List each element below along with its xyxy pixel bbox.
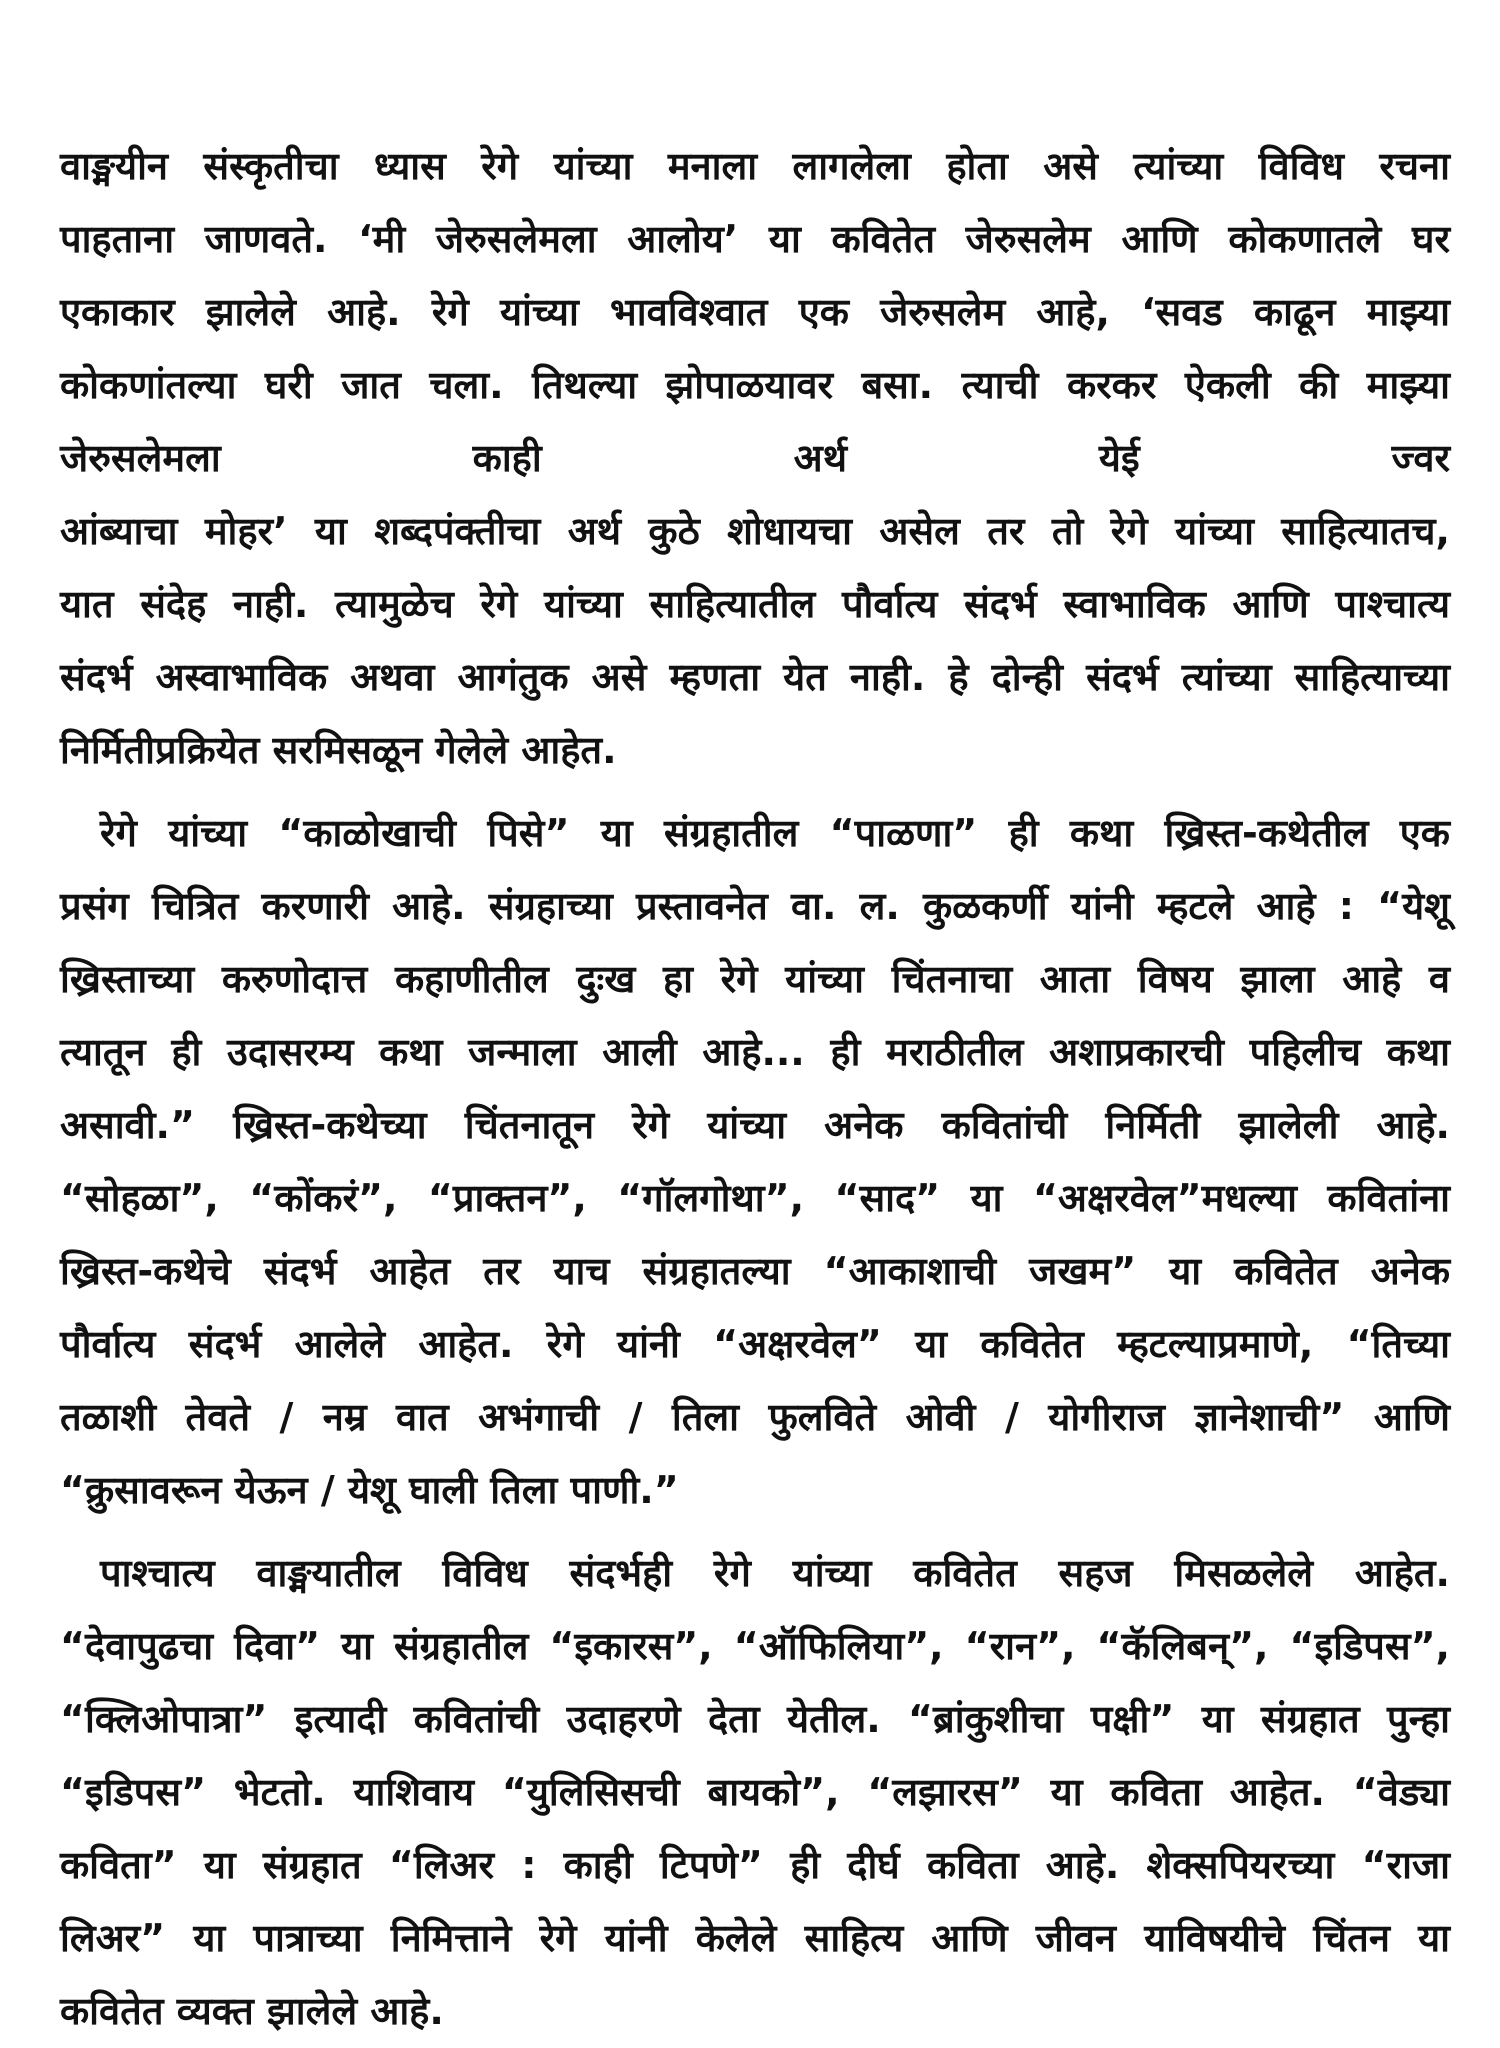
paragraph-gap <box>60 1527 1450 1537</box>
text-line: ख्रिस्ताच्या करुणोदात्त कहाणीतील दुःख हा रेगे यांच्या चिंतनाचा आता विषय झाला आहे व <box>60 957 1450 1001</box>
text-line: “इडिपस” भेटतो. याशिवाय “युलिसिसची बायको”, “लझारस” या कविता आहेत. “वेड्या <box>60 1770 1450 1814</box>
text-line: लिअर” या पात्राच्या निमित्ताने रेगे यांनी केलेले साहित्य आणि जीवन याविषयीचे चिंतन या <box>60 1916 1450 1960</box>
text-line: तळाशी तेवते / नम्र वात अभंगाची / तिला फुलविते ओवी / योगीराज ज्ञानेशाची” आणि <box>60 1395 1450 1439</box>
text-line: त्यातून ही उदासरम्य कथा जन्माला आली आहे... ही मराठीतील अशाप्रकारची पहिलीच कथा <box>60 1030 1450 1074</box>
text-line: जेरुसलेमला काही अर्थ येई ज्वर <box>60 436 1450 480</box>
text-line: प्रसंग चित्रित करणारी आहे. संग्रहाच्या प्रस्तावनेत वा. ल. कुळकर्णी यांनी म्हटले आहे : “येशू <box>60 884 1450 928</box>
text-line: वाङ्मयीन संस्कृतीचा ध्यास रेगे यांच्या मनाला लागलेला होता असे त्यांच्या विविध रचना <box>60 144 1450 188</box>
text-line: आंब्याचा मोहर’ या शब्दपंक्तीचा अर्थ कुठे शोधायचा असेल तर तो रेगे यांच्या साहित्यातच, <box>60 509 1450 553</box>
text-line: “सोहळा”, “कोंकरं”, “प्राक्तन”, “गॉलगोथा”, “साद” या “अक्षरवेल”मधल्या कवितांना <box>60 1176 1450 1220</box>
text-line: कवितेत व्यक्त झालेले आहे. <box>60 1989 444 2033</box>
paragraph-2 <box>60 797 1450 1527</box>
text-line: यात संदेह नाही. त्यामुळेच रेगे यांच्या साहित्यातील पौर्वात्य संदर्भ स्वाभाविक आणि पाश्चात्य <box>60 582 1450 626</box>
text-line: “क्लिओपात्रा” इत्यादी कवितांची उदाहरणे देता येतील. “ब्रांकुशीचा पक्षी” या संग्रहात पुन्हा <box>60 1697 1450 1741</box>
paragraph-gap <box>60 787 1450 797</box>
paragraph-1 <box>60 130 1450 787</box>
document-page <box>60 130 1450 2048</box>
text-line: संदर्भ अस्वाभाविक अथवा आगंतुक असे म्हणता येत नाही. हे दोन्ही संदर्भ त्यांच्या साहित्याच्या <box>60 655 1450 699</box>
text-line: एकाकार झालेले आहे. रेगे यांच्या भावविश्वात एक जेरुसलेम आहे, ‘सवड काढून माझ्या <box>60 290 1450 334</box>
text-line: पाश्चात्य वाङ्मयातील विविध संदर्भही रेगे यांच्या कवितेत सहज मिसळलेले आहेत. <box>100 1551 1450 1595</box>
text-line: “देवापुढचा दिवा” या संग्रहातील “इकारस”, “ऑफिलिया”, “रान”, “कॅलिबन्”, “इडिपस”, <box>60 1624 1450 1668</box>
text-line: कोकणांतल्या घरी जात चला. तिथल्या झोपाळयावर बसा. त्याची करकर ऐकली की माझ्या <box>60 363 1450 407</box>
paragraph-3 <box>60 1537 1450 2048</box>
text-line: निर्मितीप्रक्रियेत सरमिसळून गेलेले आहेत. <box>60 728 617 772</box>
text-line: असावी.” ख्रिस्त-कथेच्या चिंतनातून रेगे यांच्या अनेक कवितांची निर्मिती झालेली आहे. <box>60 1103 1450 1147</box>
text-line: “क्रुसावरून येऊन / येशू घाली तिला पाणी.” <box>60 1468 679 1512</box>
text-line: पौर्वात्य संदर्भ आलेले आहेत. रेगे यांनी “अक्षरवेल” या कवितेत म्हटल्याप्रमाणे, “तिच्या <box>60 1322 1450 1366</box>
text-line: ख्रिस्त-कथेचे संदर्भ आहेत तर याच संग्रहातल्या “आकाशाची जखम” या कवितेत अनेक <box>60 1249 1450 1293</box>
text-line: रेगे यांच्या “काळोखाची पिसे” या संग्रहातील “पाळणा” ही कथा ख्रिस्त-कथेतील एक <box>100 811 1450 855</box>
text-line: पाहताना जाणवते. ‘मी जेरुसलेमला आलोय’ या कवितेत जेरुसलेम आणि कोकणातले घर <box>60 217 1450 261</box>
text-line: कविता” या संग्रहात “लिअर : काही टिपणे” ही दीर्घ कविता आहे. शेक्सपियरच्या “राजा <box>60 1843 1450 1887</box>
